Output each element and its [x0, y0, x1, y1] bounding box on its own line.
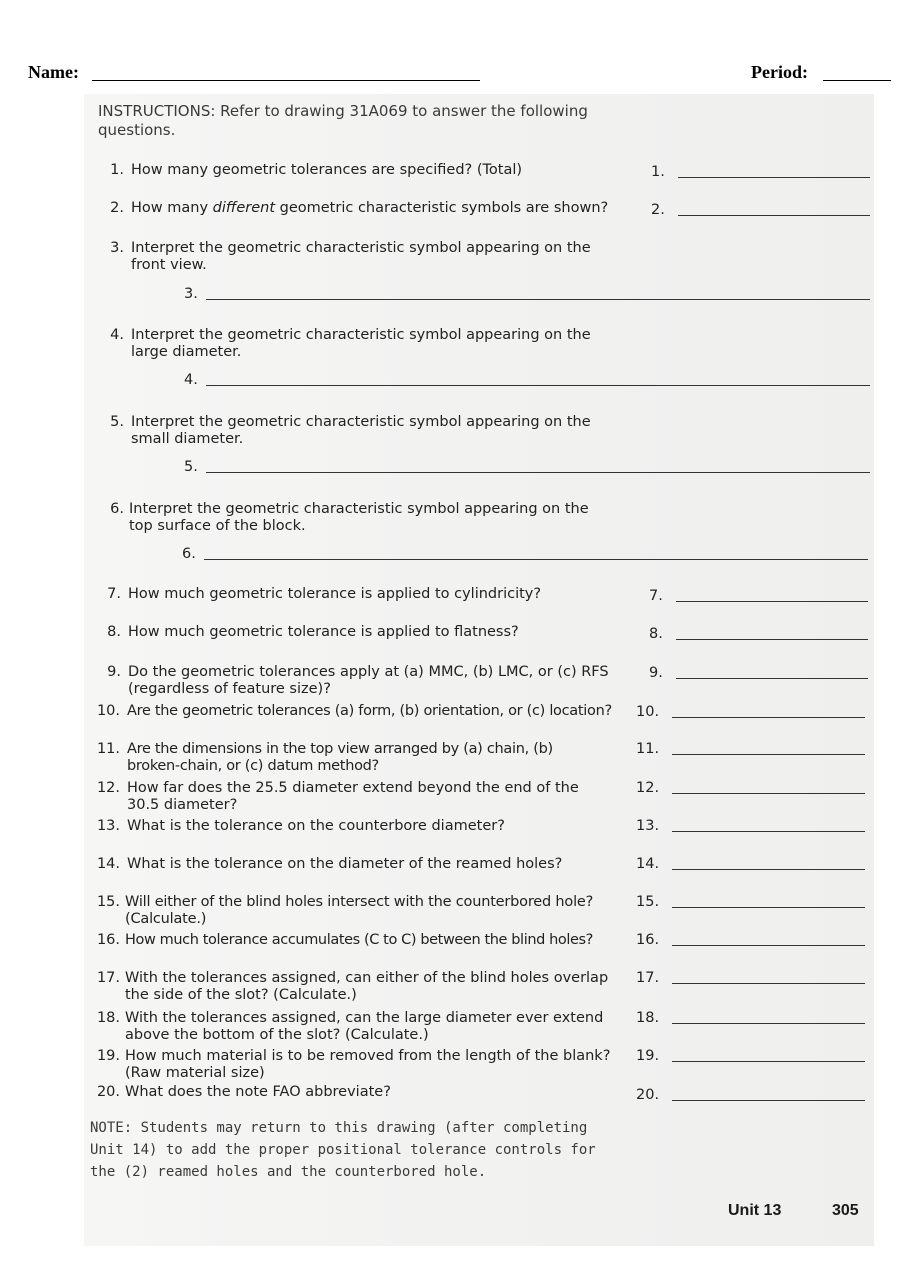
answer-3 [184, 286, 198, 302]
question-number: 11. [96, 741, 120, 757]
question-text: What does the note FAO abbreviate? [125, 1084, 391, 1100]
question-text: How many geometric tolerances are specified? (Total) [131, 162, 523, 178]
answer-4 [184, 372, 198, 388]
answer-11 [636, 741, 659, 757]
answer-line[interactable] [206, 472, 870, 473]
question-number: 10. [96, 703, 120, 719]
answer-line[interactable] [204, 559, 868, 560]
name-label: Name: [28, 62, 79, 82]
answer-line[interactable] [678, 215, 870, 216]
answer-7 [649, 588, 663, 604]
question-text: How much geometric tolerance is applied to flatness? [128, 624, 519, 640]
question-number: 20. [96, 1084, 120, 1100]
answer-line[interactable] [676, 678, 868, 679]
answer-label: 14. [636, 856, 660, 872]
answer-label: 6. [182, 546, 196, 562]
period-field[interactable] [823, 80, 891, 81]
answer-line[interactable] [672, 1061, 865, 1062]
question-text: How much tolerance accumulates (C to C) between the blind holes? [125, 932, 593, 948]
question-number: 15. [96, 894, 120, 910]
answer-5 [184, 459, 198, 475]
question-number: 19. [96, 1048, 120, 1064]
question-number: 3. [110, 240, 124, 256]
answer-label: 16. [636, 932, 660, 948]
answer-line[interactable] [676, 639, 868, 640]
question-number: 2. [110, 200, 124, 216]
question-number: 7. [107, 586, 121, 602]
answer-line[interactable] [672, 945, 865, 946]
answer-line[interactable] [206, 385, 870, 386]
answer-line[interactable] [672, 1023, 865, 1024]
question-number: 12. [96, 780, 120, 796]
answer-label: 3. [184, 286, 198, 302]
answer-label: 7. [649, 588, 663, 604]
answer-label: 10. [636, 704, 660, 720]
question-text: How far does the 25.5 diameter extend beyond the end of the 30.5 diameter? [127, 780, 579, 813]
answer-line[interactable] [672, 754, 865, 755]
answer-line[interactable] [676, 601, 868, 602]
question-number: 5. [110, 414, 124, 430]
answer-13 [636, 818, 659, 834]
question-text: Do the geometric tolerances apply at (a) MMC, (b) LMC, or (c) RFS (regardless of feature size)? [128, 664, 609, 697]
question-number: 14. [96, 856, 120, 872]
answer-line[interactable] [678, 177, 870, 178]
answer-20 [636, 1087, 659, 1103]
header [28, 58, 892, 88]
question-text: With the tolerances assigned, can either of the blind holes overlap the side of the slot? (Calculate.) [125, 970, 609, 1003]
question-text: What is the tolerance on the diameter of the reamed holes? [127, 856, 563, 872]
answer-label: 17. [636, 970, 660, 986]
answer-label: 15. [636, 894, 660, 910]
question-text: How much material is to be removed from the length of the blank? (Raw material size) [125, 1048, 611, 1081]
answer-line[interactable] [672, 717, 865, 718]
instructions-text: INSTRUCTIONS: Refer to drawing 31A069 to answer the following questions. [98, 102, 588, 139]
answer-label: 20. [636, 1087, 660, 1103]
answer-line[interactable] [672, 869, 865, 870]
answer-label: 13. [636, 818, 660, 834]
answer-line[interactable] [672, 907, 865, 908]
question-number: 18. [96, 1010, 120, 1026]
page-number: 305 [832, 1202, 859, 1219]
question-number: 9. [107, 664, 121, 680]
period-label: Period: [751, 62, 808, 82]
text-part: geometric characteristic symbols are shown? [275, 200, 609, 216]
question-text: How much geometric tolerance is applied to cylindricity? [128, 586, 542, 602]
answer-14 [636, 856, 659, 872]
answer-2 [651, 202, 665, 218]
answer-12 [636, 780, 659, 796]
question-text: Interpret the geometric characteristic symbol appearing on the top surface of the block. [129, 501, 589, 534]
question-text: Are the geometric tolerances (a) form, (b) orientation, or (c) location? [127, 703, 612, 719]
answer-16 [636, 932, 659, 948]
question-text: Interpret the geometric characteristic symbol appearing on the front view. [131, 240, 591, 273]
note-text: NOTE: Students may return to this drawing (after completing Unit 14) to add the proper positional tolerance controls for the (2) reamed holes and the counterbored hole. [90, 1120, 596, 1180]
answer-label: 4. [184, 372, 198, 388]
unit-label: Unit 13 [728, 1202, 782, 1219]
question-text: With the tolerances assigned, can the large diameter ever extend above the bottom of the slot? (Calculate.) [125, 1010, 604, 1043]
answer-9 [649, 665, 663, 681]
answer-10 [636, 704, 659, 720]
text-emphasis: different [212, 200, 276, 216]
answer-1 [651, 164, 665, 180]
answer-line[interactable] [206, 299, 870, 300]
answer-line[interactable] [672, 983, 865, 984]
question-number: 8. [107, 624, 121, 640]
question-text: What is the tolerance on the counterbore diameter? [127, 818, 505, 834]
answer-line[interactable] [672, 1100, 865, 1101]
answer-label: 9. [649, 665, 663, 681]
question-text: Interpret the geometric characteristic symbol appearing on the large diameter. [131, 327, 591, 360]
answer-label: 19. [636, 1048, 660, 1064]
answer-label: 5. [184, 459, 198, 475]
question-text [131, 200, 621, 217]
answer-label: 12. [636, 780, 660, 796]
question-number: 13. [96, 818, 120, 834]
question-number: 17. [96, 970, 120, 986]
answer-line[interactable] [672, 831, 865, 832]
question-text: Will either of the blind holes intersect with the counterbored hole? (Calculate.) [125, 894, 594, 927]
answer-18 [636, 1010, 659, 1026]
question-text: Are the dimensions in the top view arranged by (a) chain, (b) broken-chain, or (c) datum method? [127, 741, 553, 774]
question-number: 6. [110, 501, 124, 517]
answer-label: 18. [636, 1010, 660, 1026]
answer-6 [182, 546, 196, 562]
answer-label: 2. [651, 202, 665, 218]
answer-8 [649, 626, 663, 642]
question-number: 4. [110, 327, 124, 343]
answer-17 [636, 970, 659, 986]
question-number: 16. [96, 932, 120, 948]
name-field[interactable] [92, 80, 480, 81]
answer-label: 8. [649, 626, 663, 642]
question-number: 1. [110, 162, 124, 178]
answer-19 [636, 1048, 659, 1064]
answer-label: 11. [636, 741, 660, 757]
answer-15 [636, 894, 659, 910]
question-text: Interpret the geometric characteristic symbol appearing on the small diameter. [131, 414, 591, 447]
answer-line[interactable] [672, 793, 865, 794]
answer-label: 1. [651, 164, 665, 180]
text-part: How many [131, 200, 213, 216]
